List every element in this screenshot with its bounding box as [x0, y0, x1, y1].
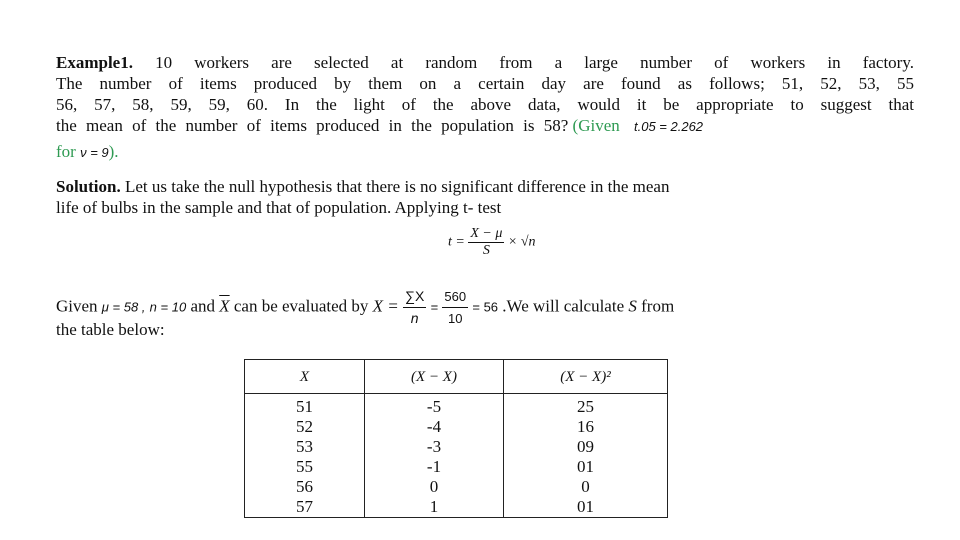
formula-fraction — [468, 226, 504, 259]
header-deviation: (X − X) — [365, 360, 504, 394]
given-and: and — [190, 296, 215, 316]
formula-numerator: X − μ — [470, 226, 503, 241]
table-row — [245, 437, 668, 457]
formula-denominator: S — [482, 243, 490, 258]
cell-x: 57 — [245, 497, 365, 518]
given-nu: ν = 9 — [80, 145, 109, 160]
cell-squared-deviation: 0 — [504, 477, 668, 497]
cell-deviation: 0 — [365, 477, 504, 497]
sum-fraction — [403, 286, 426, 329]
cell-squared-deviation: 01 — [504, 497, 668, 518]
given-result: = 56 — [472, 299, 499, 315]
given-close: ). — [108, 142, 119, 161]
given-suffix: .We will calculate — [502, 296, 625, 316]
example-line-2: The number of items produced by them on a certain day are found as follows; 51, 52, 53, 55 — [56, 74, 914, 93]
example-line-3: 56, 57, 58, 59, 59, 60. In the light of the above data, would it be appropriate to suggest that — [56, 95, 914, 114]
example-line-4 — [56, 115, 703, 137]
given-eq: = — [430, 299, 439, 315]
table-row — [245, 497, 668, 518]
given-xbar: $\overline{X}$ — [219, 296, 230, 316]
cell-deviation: -5 — [365, 394, 504, 418]
sum-denominator: n — [410, 310, 419, 326]
cell-deviation: -4 — [365, 417, 504, 437]
solution-label: Solution. — [56, 177, 121, 196]
cell-x: 52 — [245, 417, 365, 437]
given-n: n = 10 — [149, 299, 187, 315]
cell-x: 56 — [245, 477, 365, 497]
example-line-5 — [56, 141, 119, 163]
given-for: for — [56, 142, 76, 161]
given-open: (Given — [572, 116, 620, 135]
table-row — [245, 457, 668, 477]
table-body — [245, 394, 668, 518]
deviation-table — [244, 359, 668, 518]
header-x: X — [245, 360, 365, 394]
given-t-value: t.05 = 2.262 — [634, 119, 704, 134]
value-numerator: 560 — [442, 286, 468, 308]
value-fraction — [442, 286, 468, 329]
given-s: S — [628, 296, 637, 316]
cell-squared-deviation: 16 — [504, 417, 668, 437]
table-row — [245, 417, 668, 437]
cell-squared-deviation: 09 — [504, 437, 668, 457]
cell-x: 51 — [245, 394, 365, 418]
solution-line-2: life of bulbs in the sample and that of population. Applying t- test — [56, 198, 502, 217]
value-denominator: 10 — [448, 311, 463, 326]
cell-deviation: 1 — [365, 497, 504, 518]
cell-deviation: -1 — [365, 457, 504, 477]
cell-deviation: -3 — [365, 437, 504, 457]
given-mu: μ = 58 , — [101, 299, 146, 315]
table-row — [245, 477, 668, 497]
solution-line-1 — [56, 176, 669, 197]
given-mid: can be evaluated by — [233, 296, 369, 316]
cell-x: 53 — [245, 437, 365, 457]
header-squared-deviation: (X − X)² — [504, 360, 668, 394]
given-prefix: Given — [56, 296, 98, 316]
given-xbar-eq: X = — [372, 296, 399, 316]
example-line-1 — [56, 52, 914, 73]
example-label: Example1. — [56, 53, 133, 72]
table-row — [245, 394, 668, 418]
formula-lhs: t = — [448, 234, 465, 250]
cell-squared-deviation: 25 — [504, 394, 668, 418]
cell-squared-deviation: 01 — [504, 457, 668, 477]
cell-x: 55 — [245, 457, 365, 477]
example-text-4: the mean of the number of items produced in the population is 58? — [56, 116, 569, 135]
given-from: from — [641, 296, 675, 316]
formula-rhs: × √n — [507, 234, 536, 250]
sum-numerator: ∑X — [403, 286, 426, 308]
table-intro: the table below: — [56, 320, 165, 339]
t-test-formula — [448, 226, 536, 259]
table-header-row — [245, 360, 668, 394]
solution-text-1: Let us take the null hypothesis that there is no significant difference in the mean — [124, 177, 670, 196]
example-text-1: 10 workers are selected at random from a large number of workers in factory. — [155, 53, 914, 72]
